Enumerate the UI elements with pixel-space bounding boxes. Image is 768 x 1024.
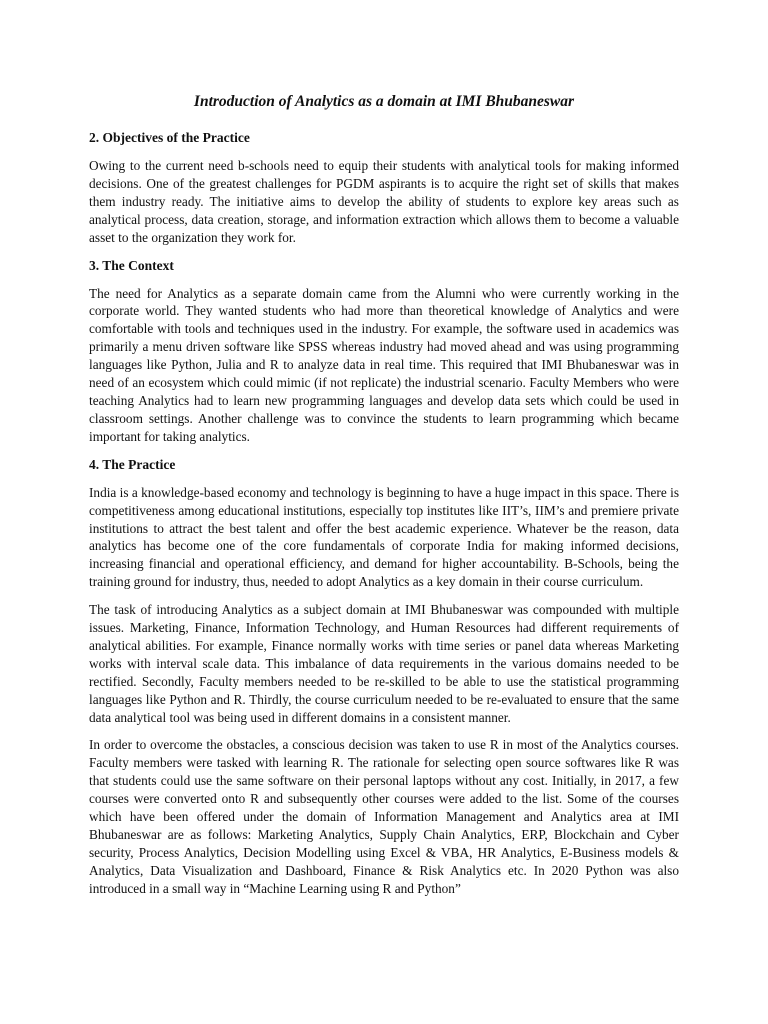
paragraph: The task of introducing Analytics as a subject domain at IMI Bhubaneswar was compounded with multiple issues. Marketing, Finance, Information Technology, and Human Resources had different requirements of analytical abilities. For example, Finance normally works with time series or panel data whereas Marketing works with interval scale data. This imbalance of data requirements in the various domains needed to be rectified. Secondly, Faculty members needed to be re-skilled to be able to use the statistical programming languages like Python and R. Thirdly, the course curriculum needed to be re-evaluated to ensure that the same data analytical tool was being used in different domains in a consistent manner. bbox=[89, 602, 679, 725]
document-page bbox=[89, 92, 679, 908]
paragraph: The need for Analytics as a separate domain came from the Alumni who were currently working in the corporate world. They wanted students who had more than theoretical knowledge of Analytics and were comfortable with tools and techniques used in the industry. For example, the software used in academics was primarily a menu driven software like SPSS whereas industry had moved ahead and was using programming languages like Python, Julia and R to analyze data in real time. This required that IMI Bhubaneswar was in need of an ecosystem which could mimic (if not replicate) the industrial scenario. Faculty Members who were teaching Analytics had to learn new programming languages and develop data sets which could be used in classroom settings. Another challenge was to convince the students to learn programming which became important for taking analytics. bbox=[89, 285, 679, 444]
document-title: Introduction of Analytics as a domain at IMI Bhubaneswar bbox=[193, 93, 575, 110]
section-context bbox=[89, 257, 679, 446]
paragraph: In order to overcome the obstacles, a conscious decision was taken to use R in most of the Analytics courses. Faculty members were tasked with learning R. The rationale for selecting open source softwares like R was that students could use the same software on their personal laptops without any cost. Initially, in 2017, a few courses were converted onto R and subsequently other courses were added to the list. Some of the courses which have been offered under the domain of Information Management and Analytics area at IMI Bhubaneswar are as follows: Marketing Analytics, Supply Chain Analytics, ERP, Blockchain and Cyber security, Process Analytics, Decision Modelling using Excel & VBA, HR Analytics, E-Business models & Analytics, Data Visualization and Dashboard, Finance & Risk Analytics etc. In 2020 Python was also introduced in a small way in “Machine Learning using R and Python” bbox=[89, 737, 679, 896]
section-heading: 3. The Context bbox=[89, 257, 174, 273]
section-objectives bbox=[89, 129, 679, 247]
section-heading: 4. The Practice bbox=[89, 456, 176, 472]
section-practice bbox=[89, 456, 679, 898]
paragraph: India is a knowledge-based economy and technology is beginning to have a huge impact in this space. There is competitiveness among educational institutions, especially top institutes like IIT’s, IIM’s and premiere private institutions to attract the best talent and offer the best academic experience. Whatever be the reason, data analytics has become one of the core fundamentals of corporate India for making informed decisions, increasing financial and operational efficiency, and demand for higher accountability. B-Schools, being the training ground for industry, thus, needed to adopt Analytics as a key domain in their course curriculum. bbox=[89, 484, 679, 590]
paragraph: Owing to the current need b-schools need to equip their students with analytical tools for making informed decisions. One of the greatest challenges for PGDM aspirants is to acquire the right set of skills that makes them industry ready. The initiative aims to develop the ability of students to explore key areas such as analytical process, data creation, storage, and information extraction which allows them to become a valuable asset to the organization they work for. bbox=[89, 158, 679, 245]
section-heading: 2. Objectives of the Practice bbox=[89, 130, 250, 145]
